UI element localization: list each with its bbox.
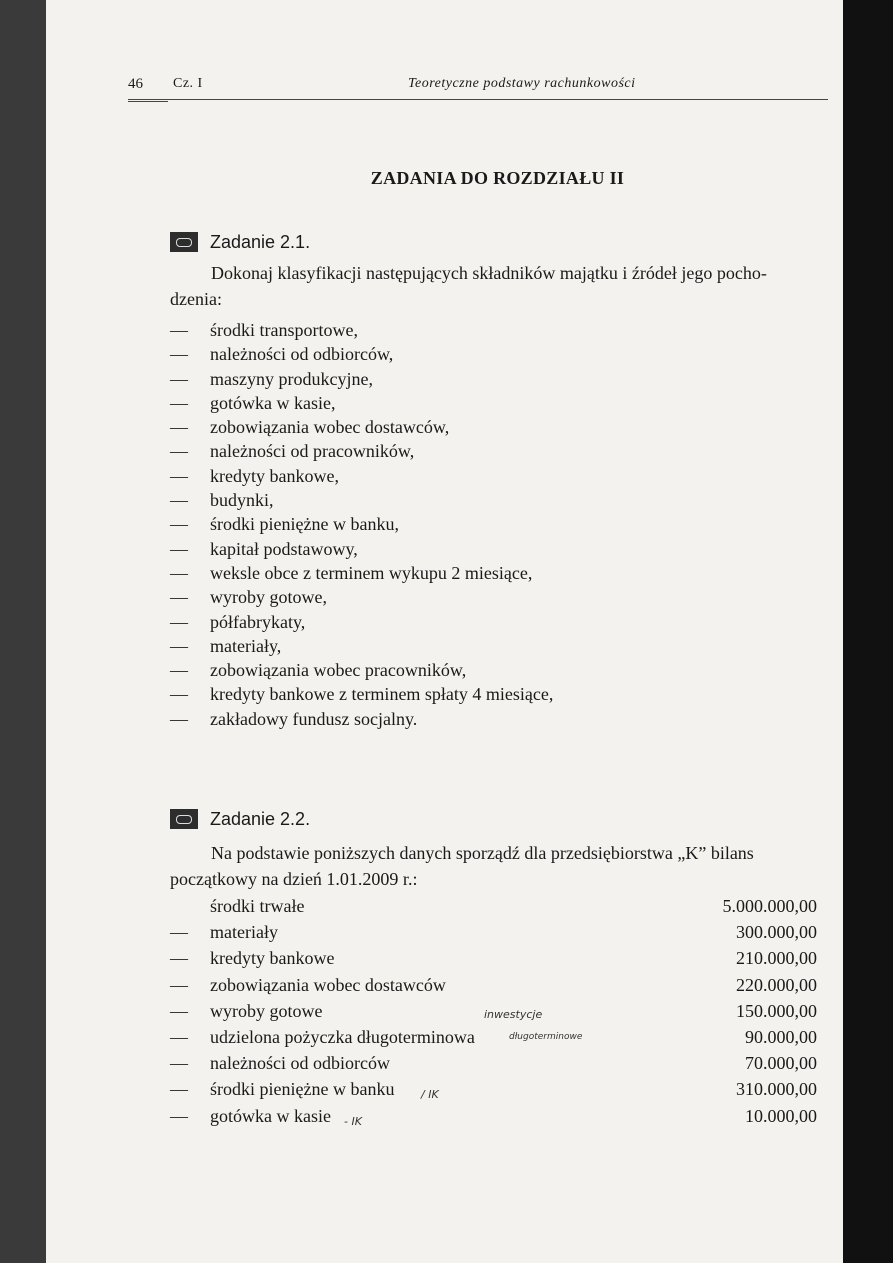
list-item-label: kapitał podstawowy, — [210, 538, 358, 559]
balance-item-label: środki pieniężne w banku — [210, 1079, 395, 1100]
dash-bullet: — — [170, 587, 188, 608]
dash-bullet: — — [170, 948, 188, 969]
list-item-label: zobowiązania wobec dostawców, — [210, 417, 450, 438]
dash-bullet: — — [170, 708, 188, 729]
balance-item-value: 310.000,00 — [736, 1079, 817, 1100]
dash-bullet: — — [170, 974, 188, 995]
balance-item — [170, 945, 825, 971]
balance-item-label: środki trwałe — [210, 896, 305, 916]
dash-bullet: — — [170, 660, 188, 681]
dash-bullet: — — [170, 514, 188, 535]
document-page — [46, 0, 843, 1263]
list-item — [170, 367, 825, 391]
balance-item-label: należności od odbiorców — [210, 1053, 390, 1074]
list-item — [170, 561, 825, 585]
handwritten-note-cash: - IK — [344, 1115, 362, 1128]
list-item — [170, 391, 825, 415]
balance-item — [170, 1024, 825, 1050]
list-item-label: kredyty bankowe z terminem spłaty 4 miesiące, — [210, 684, 554, 705]
dash-bullet: — — [170, 344, 188, 365]
balance-item-value: 90.000,00 — [745, 1026, 817, 1047]
list-item — [170, 439, 825, 463]
balance-item-label: udzielona pożyczka długoterminowa — [210, 1026, 475, 1047]
balance-item — [170, 1103, 825, 1129]
task-2-1-intro-line1: Dokonaj klasyfikacji następujących składników majątku i źródeł jego pocho- — [211, 263, 767, 283]
chapter-label: Cz. I — [173, 76, 203, 91]
dash-bullet: — — [170, 1105, 188, 1126]
handwritten-note-invest: inwestycje — [484, 1008, 543, 1021]
balance-item-label: kredyty bankowe — [210, 948, 335, 969]
balance-item-label: zobowiązania wobec dostawców — [210, 974, 446, 995]
list-item — [170, 537, 825, 561]
pencil-icon — [170, 809, 198, 829]
list-item — [170, 342, 825, 366]
handwritten-note-bank: / IK — [421, 1088, 439, 1101]
pencil-icon — [170, 232, 198, 252]
balance-item-label: materiały — [210, 922, 278, 943]
balance-item-label: wyroby gotowe — [210, 1000, 323, 1021]
dash-bullet: — — [170, 635, 188, 656]
header-tick — [128, 101, 168, 102]
dash-bullet: — — [170, 922, 188, 943]
dash-bullet: — — [170, 320, 188, 340]
task-2-1-intro — [170, 260, 825, 312]
list-item-label: zobowiązania wobec pracowników, — [210, 660, 467, 681]
dash-bullet: — — [170, 368, 188, 389]
list-item-label: należności od pracowników, — [210, 441, 415, 462]
dash-bullet: — — [170, 611, 188, 632]
list-item-label: gotówka w kasie, — [210, 392, 336, 413]
running-title: Teoretyczne podstawy rachunkowości — [408, 76, 636, 91]
balance-item-value: 70.000,00 — [745, 1053, 817, 1074]
balance-item-value: 210.000,00 — [736, 948, 817, 969]
balance-item — [170, 1076, 825, 1102]
task-2-2-intro — [170, 840, 825, 892]
list-item-label: budynki, — [210, 490, 274, 511]
list-item — [170, 415, 825, 439]
balance-item — [170, 1050, 825, 1076]
list-item-label: weksle obce z terminem wykupu 2 miesiące, — [210, 562, 533, 583]
balance-item — [170, 919, 825, 945]
running-header — [128, 70, 843, 100]
scan-edge — [843, 0, 893, 1263]
dash-bullet: — — [170, 392, 188, 413]
list-item — [170, 634, 825, 658]
list-item-label: należności od odbiorców, — [210, 344, 394, 365]
task-2-2-intro-line2: początkowy na dzień 1.01.2009 r.: — [170, 869, 418, 889]
list-item — [170, 464, 825, 488]
dash-bullet: — — [170, 1053, 188, 1074]
balance-item-label: gotówka w kasie — [210, 1105, 331, 1126]
list-item — [170, 610, 825, 634]
task-2-2-intro-line1: Na podstawie poniższych danych sporządź dla przedsiębiorstwa „K” bilans — [211, 843, 754, 863]
task-2-2-title: Zadanie 2.2. — [210, 808, 311, 829]
dash-bullet: — — [170, 465, 188, 486]
page-number: 46 — [128, 76, 143, 92]
dash-bullet: — — [170, 441, 188, 462]
dash-bullet: — — [170, 684, 188, 705]
balance-item-value: 5.000.000,00 — [722, 896, 817, 916]
balance-item-value: 300.000,00 — [736, 922, 817, 943]
list-item — [170, 488, 825, 512]
task-2-1-list — [170, 318, 825, 731]
header-rule — [128, 99, 828, 100]
dash-bullet: — — [170, 1079, 188, 1100]
balance-item — [170, 893, 825, 919]
dash-bullet: — — [170, 1000, 188, 1021]
list-item-label: zakładowy fundusz socjalny. — [210, 708, 418, 729]
list-item-label: kredyty bankowe, — [210, 465, 339, 486]
list-item — [170, 585, 825, 609]
chapter-heading: ZADANIA DO ROZDZIAŁU II — [370, 168, 625, 188]
list-item-label: materiały, — [210, 635, 282, 656]
balance-item-value: 220.000,00 — [736, 974, 817, 995]
list-item — [170, 707, 825, 731]
dash-bullet: — — [170, 562, 188, 583]
balance-item-value: 10.000,00 — [745, 1105, 817, 1126]
list-item — [170, 682, 825, 706]
task-2-1-intro-line2: dzenia: — [170, 289, 222, 309]
list-item-label: środki transportowe, — [210, 320, 358, 340]
balance-item-value: 150.000,00 — [736, 1000, 817, 1021]
handwritten-note-long: długoterminowe — [509, 1032, 583, 1042]
task-2-2-heading — [170, 805, 310, 833]
task-2-1-heading — [170, 228, 310, 256]
list-item-label: wyroby gotowe, — [210, 587, 327, 608]
dash-bullet: — — [170, 1026, 188, 1047]
balance-item — [170, 972, 825, 998]
dash-bullet: — — [170, 417, 188, 438]
dash-bullet: — — [170, 490, 188, 511]
list-item — [170, 658, 825, 682]
list-item — [170, 512, 825, 536]
list-item-label: maszyny produkcyjne, — [210, 368, 373, 389]
task-2-1-title: Zadanie 2.1. — [210, 231, 311, 252]
list-item-label: środki pieniężne w banku, — [210, 514, 399, 535]
list-item-label: półfabrykaty, — [210, 611, 306, 632]
dash-bullet: — — [170, 538, 188, 559]
list-item — [170, 318, 825, 342]
